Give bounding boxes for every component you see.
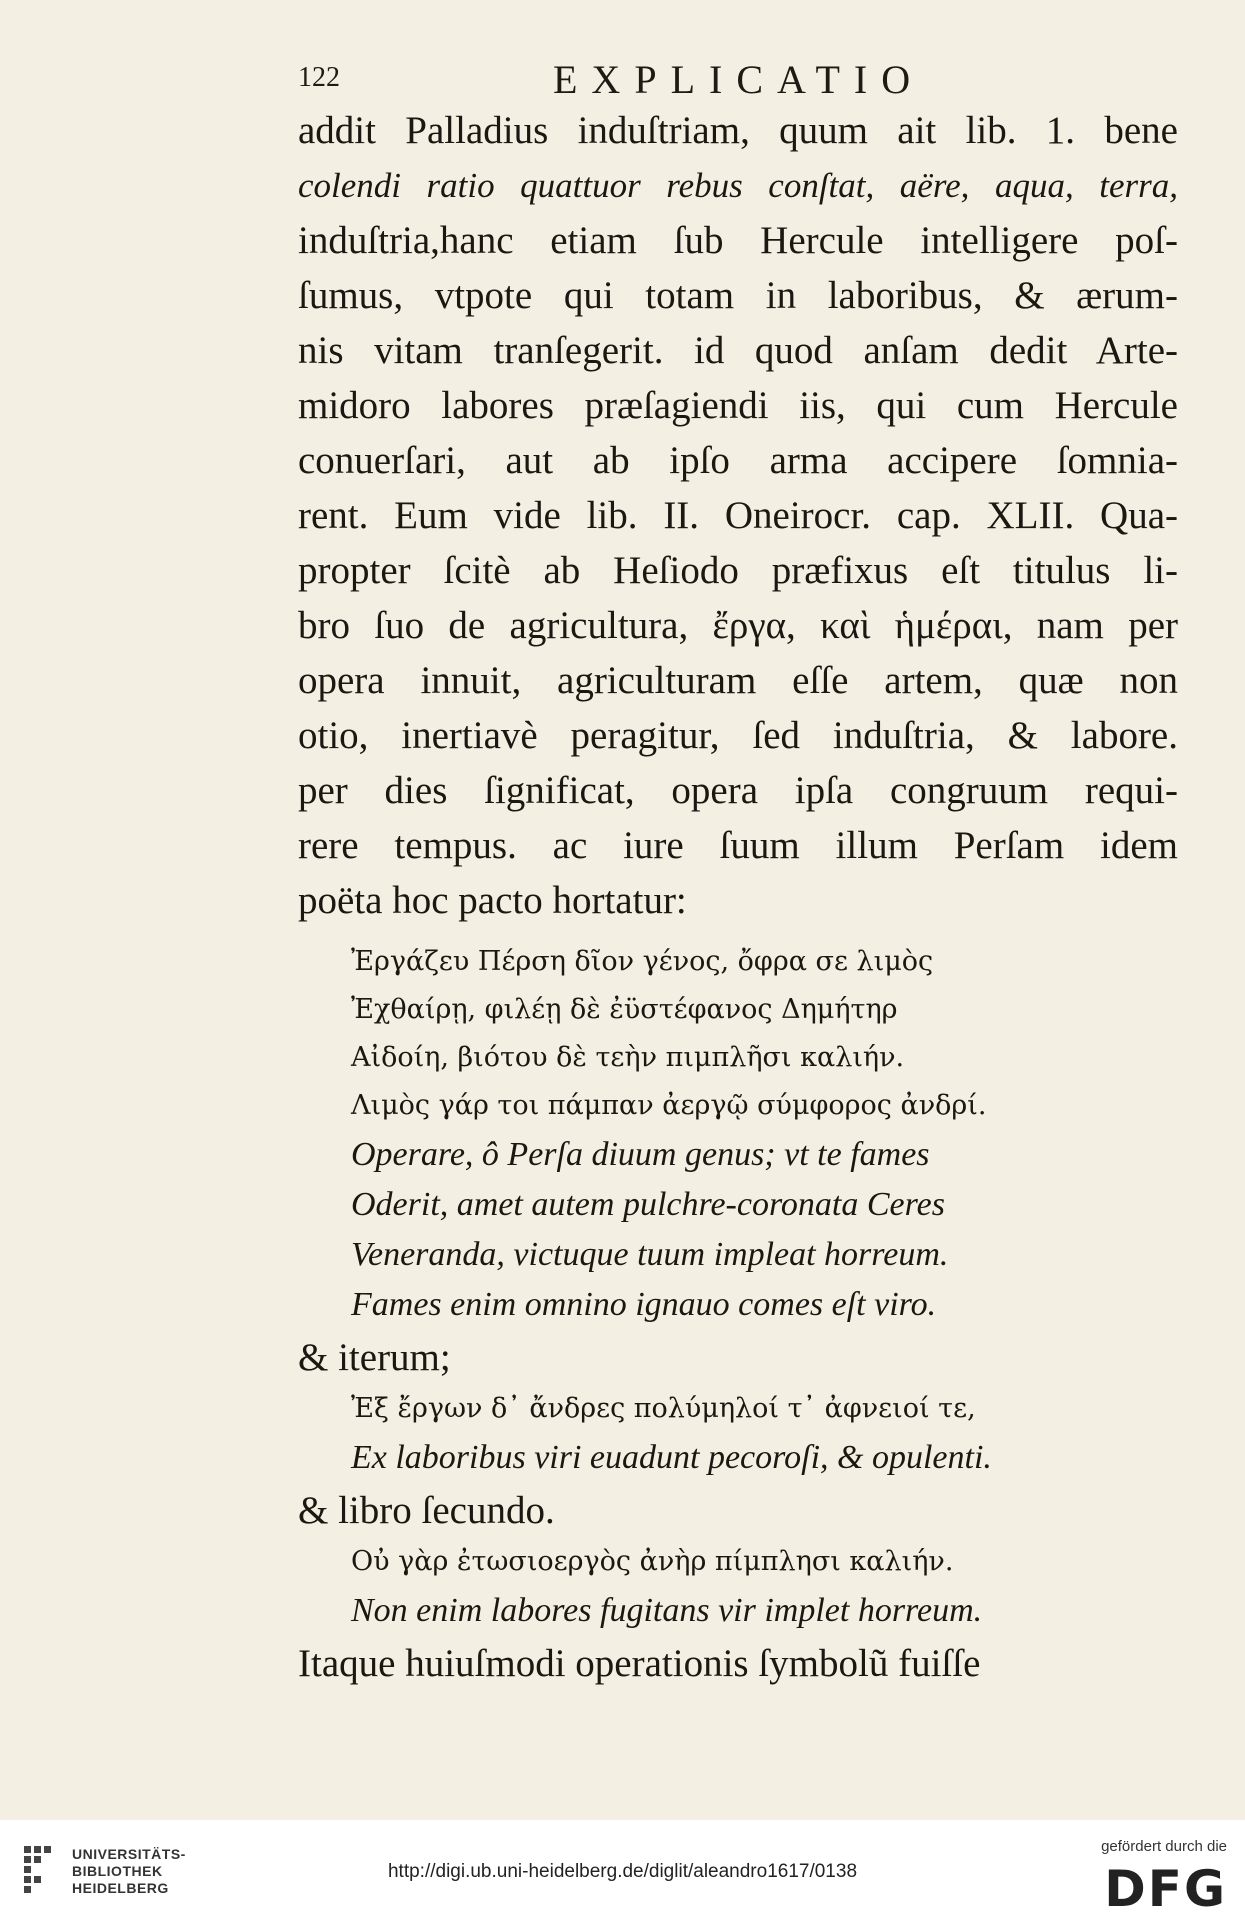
institution-line: UNIVERSITÄTS-	[72, 1846, 186, 1862]
latin-verse-line: Veneranda, victuque tuum impleat horreum.	[351, 1236, 949, 1273]
dfg-logo: DFG	[1104, 1860, 1227, 1918]
text-line: rere tempus. ac iure ſuum illum Perſam idem	[298, 824, 1178, 867]
viewer-footer	[0, 1820, 1245, 1927]
text-line: otio, inertiavè peragitur, ſed induſtria, & labore.	[298, 714, 1178, 757]
greek-verse-line: Οὐ γὰρ ἐτωσιοεργὸς ἀνὴρ πίμπλησι καλιήν.	[351, 1546, 954, 1577]
connector-line: & iterum;	[298, 1336, 451, 1379]
running-head: EXPLICATIO	[553, 57, 925, 102]
text-line: poëta hoc pacto hortatur:	[298, 879, 687, 922]
institution-line: BIBLIOTHEK	[72, 1863, 163, 1879]
source-url-link[interactable]: http://digi.ub.uni-heidelberg.de/diglit/aleandro1617/0138	[387, 1861, 858, 1882]
latin-verse-line: Fames enim omnino ignauo comes eſt viro.	[351, 1286, 937, 1323]
page-body	[298, 103, 1178, 1691]
text-line: rent. Eum vide lib. II. Oneirocr. cap. XLII. Qua-	[298, 494, 1178, 537]
latin-verse-line: Non enim labores fugitans vir implet horreum.	[351, 1592, 983, 1629]
connector-line: & libro ſecundo.	[298, 1489, 555, 1532]
latin-verse-line: Oderit, amet autem pulchre-coronata Ceres	[351, 1186, 945, 1223]
funding-caption: gefördert durch die	[1101, 1838, 1227, 1855]
institution-line: HEIDELBERG	[72, 1880, 169, 1896]
text-line: per dies ſignificat, opera ipſa congruum requi-	[298, 769, 1178, 812]
text-line: bro ſuo de agricultura, ἔργα, καὶ ἡμέραι, nam per	[298, 604, 1178, 647]
text-line: ſumus, vtpote qui totam in laboribus, & ærum-	[298, 274, 1178, 317]
text-line: midoro labores præſagiendi iis, qui cum Hercule	[298, 384, 1178, 427]
last-text-line: Itaque huiuſmodi operationis ſymbolũ fuiſſe	[298, 1642, 981, 1685]
latin-verse-line: Operare, ô Perſa diuum genus; vt te fames	[351, 1136, 930, 1173]
text-line: colendi ratio quattuor rebus conſtat, aëre, aqua, terra,	[298, 166, 1178, 205]
greek-verse-line: Ἐξ ἔργων δ᾽ ἄνδρες πολύμηλοί τ᾽ ἀφνειοί τε,	[351, 1393, 976, 1424]
greek-verse-line: Αἰδοίη, βιότου δὲ τεὴν πιμπλῆσι καλιήν.	[351, 1042, 905, 1073]
text-line: nis vitam tranſegerit. id quod anſam dedit Arte-	[298, 329, 1178, 372]
greek-verse-line: Ἐχθαίρῃ, φιλέῃ δὲ ἐϋστέφανος Δημήτηρ	[351, 994, 898, 1025]
page-number: 122	[298, 62, 340, 93]
latin-verse-line: Ex laboribus viri euadunt pecoroſi, & opulenti.	[351, 1439, 992, 1476]
text-line: induſtria,hanc etiam ſub Hercule intelligere poſ-	[298, 219, 1178, 262]
text-line: addit Palladius induſtriam, quum ait lib. 1. bene	[298, 109, 1178, 152]
greek-verse-line: Λιμὸς γάρ τοι πάμπαν ἀεργῷ σύμφορος ἀνδρί.	[351, 1090, 987, 1121]
text-line: conuerſari, aut ab ipſo arma accipere ſomnia-	[298, 439, 1178, 482]
greek-verse-line: Ἐργάζευ Πέρση δῖον γένος, ὄφρα σε λιμὸς	[351, 946, 934, 977]
text-line: opera innuit, agriculturam eſſe artem, quæ non	[298, 659, 1178, 702]
text-line: propter ſcitè ab Heſiodo præfixus eſt titulus li-	[298, 549, 1178, 592]
